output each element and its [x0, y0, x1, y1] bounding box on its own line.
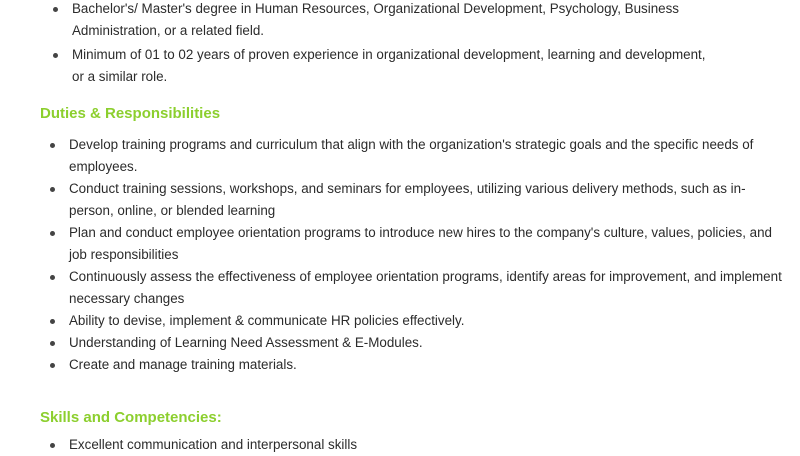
list-item-text: Excellent communication and interpersonal skills	[69, 437, 358, 452]
list-item-text: Plan and conduct employee orientation programs to introduce new hires to the company's culture, values, policies, and job responsibilities	[69, 225, 772, 262]
bullet-icon	[50, 363, 55, 368]
list-item	[69, 266, 789, 310]
list-item-text: Understanding of Learning Need Assessment & E-Modules.	[69, 335, 423, 350]
list-item-text: Bachelor's/ Master's degree in Human Resources, Organizational Development, Psychology, Business Administration, or a related field.	[72, 1, 679, 38]
section-heading-duties: Duties & Responsibilities	[40, 105, 221, 122]
bullet-icon	[53, 53, 58, 58]
bullet-icon	[50, 275, 55, 280]
list-item	[69, 354, 789, 376]
list-item	[72, 0, 712, 42]
qualifications-list	[72, 0, 712, 88]
list-item	[69, 310, 789, 332]
list-item	[69, 134, 789, 178]
list-item-text: Develop training programs and curriculum that align with the organization's strategic goals and the specific needs of employees.	[69, 137, 754, 174]
list-item	[69, 332, 789, 354]
list-item-text: Create and manage training materials.	[69, 357, 297, 372]
list-item-text: Minimum of 01 to 02 years of proven experience in organizational development, learning and development, or a similar role.	[72, 47, 706, 84]
list-item-text: Ability to devise, implement & communicate HR policies effectively.	[69, 313, 465, 328]
bullet-icon	[50, 143, 55, 148]
list-item	[72, 44, 712, 88]
section-heading-skills: Skills and Competencies:	[40, 409, 222, 426]
duties-list	[69, 134, 789, 376]
list-item	[69, 222, 789, 266]
skills-list	[69, 434, 769, 456]
list-item	[69, 178, 789, 222]
bullet-icon	[53, 7, 58, 12]
bullet-icon	[50, 341, 55, 346]
bullet-icon	[50, 231, 55, 236]
list-item-text: Continuously assess the effectiveness of employee orientation programs, identify areas for improvement, and implement necessary changes	[69, 269, 782, 306]
list-item-text: Conduct training sessions, workshops, and seminars for employees, utilizing various delivery methods, such as in-person, online, or blended learning	[69, 181, 746, 218]
list-item	[69, 434, 769, 456]
bullet-icon	[50, 319, 55, 324]
bullet-icon	[50, 443, 55, 448]
bullet-icon	[50, 187, 55, 192]
